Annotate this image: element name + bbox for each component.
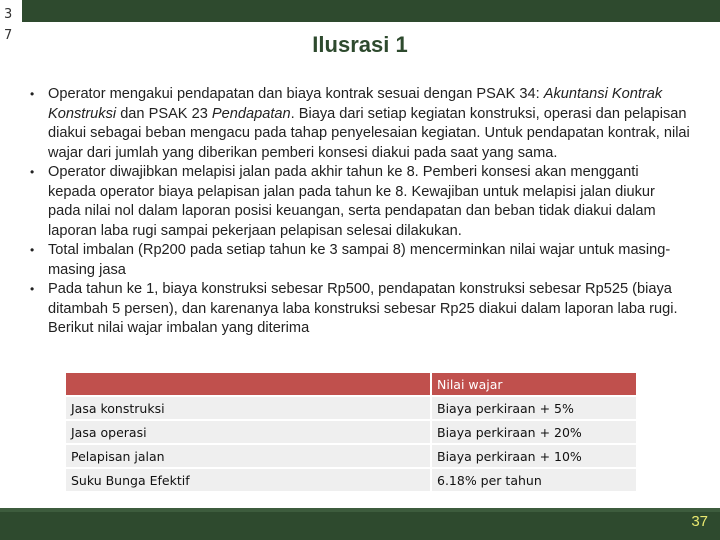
fair-value-table [64, 371, 638, 493]
corner-slide-number: 3 7 [4, 7, 13, 43]
page-number: 37 [691, 513, 708, 530]
table-row [66, 469, 636, 491]
table-cell: Jasa konstruksi [66, 397, 430, 419]
bullet-item: • Operator mengakui pendapatan dan biaya kontrak sesuai dengan PSAK 34: Akuntansi Kontrak Konstruksi dan PSAK 23 Pendapatan. Biaya dari setiap kegiatan konstruksi, operasi dan pelapisan diakui sebagai beban mengacu pada tahap penyelesaian kegiatan. Untuk pendapatan kontrak, nilai wajar dari jumlah yang diberikan pemberi konsesi diakui pada saat yang sama. [30, 85, 690, 163]
bottom-bar-stripe [0, 508, 720, 512]
table-row [66, 445, 636, 467]
bottom-bar [0, 508, 720, 540]
slide-title: Ilusrasi 1 [312, 32, 408, 57]
table-cell: 6.18% per tahun [432, 469, 636, 491]
table-cell: Biaya perkiraan + 20% [432, 421, 636, 443]
table-header-row [66, 373, 636, 395]
table-row [66, 421, 636, 443]
bullet-list [30, 85, 690, 339]
table-cell: Pelapisan jalan [66, 445, 430, 467]
bullet-item: • Operator diwajibkan melapisi jalan pada akhir tahun ke 8. Pemberi konsesi akan mengganti kepada operator biaya pelapisan jalan pada tahun ke 8. Kewajiban untuk melapisi jalan diukur pada nilai nol dalam laporan posisi keuangan, serta pendapatan dan beban tidak diakui dalam laporan laba rugi sampai pekerjaan pelapisan selesai dilakukan. [30, 163, 690, 241]
bullet-item: • Total imbalan (Rp200 pada setiap tahun ke 3 sampai 8) mencerminkan nilai wajar untuk masing-masing jasa [30, 241, 690, 280]
bullet-item: • Pada tahun ke 1, biaya konstruksi sebesar Rp500, pendapatan konstruksi sebesar Rp525 (biaya ditambah 5 persen), dan karenanya laba konstruksi sebesar Rp25 diakui dalam laporan laba rugi. Berikut nilai wajar imbalan yang diterima [30, 280, 690, 339]
table-row [66, 397, 636, 419]
table-header-cell: Nilai wajar [432, 373, 636, 395]
table-cell: Biaya perkiraan + 5% [432, 397, 636, 419]
top-bar [0, 0, 720, 22]
table-cell: Suku Bunga Efektif [66, 469, 430, 491]
table-cell: Biaya perkiraan + 10% [432, 445, 636, 467]
table-cell: Jasa operasi [66, 421, 430, 443]
table-header-cell [66, 373, 430, 395]
